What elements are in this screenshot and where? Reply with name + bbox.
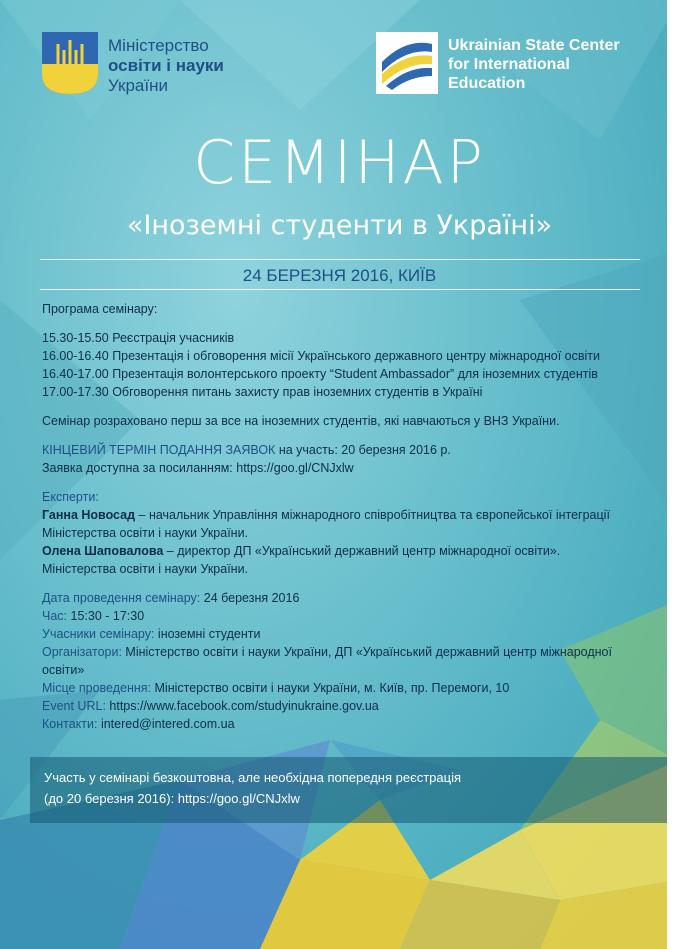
ministry-logo (40, 30, 250, 100)
audience-note: Семінар розраховано перш за все на іноземних студентів, які навчаються у ВНЗ України. (42, 414, 560, 428)
page-title: СЕМІНАР (193, 128, 486, 198)
program-item: 15.30-15.50 Реєстрація учасників (42, 331, 235, 345)
program-heading: Програма семінару: (42, 302, 158, 316)
notice-text (44, 767, 461, 809)
contact-email-link[interactable]: intered@intered.com.ua (97, 717, 235, 731)
detail-organizers-label: Організатори: (42, 645, 122, 659)
expert-1 (42, 506, 662, 524)
detail-organizers (42, 643, 662, 661)
detail-venue-value: Міністерство освіти і науки України, м. Київ, пр. Перемоги, 10 (151, 681, 510, 695)
detail-contacts-label: Контакти: (42, 717, 98, 731)
detail-date-value: 24 березня 2016 (200, 591, 300, 605)
detail-time-label: Час: (42, 609, 68, 623)
registration-notice (30, 757, 667, 823)
center-logo (376, 32, 656, 98)
deadline-value: на участь: 20 березня 2016 р. (275, 443, 451, 457)
center-name (448, 36, 620, 93)
expert-1-role: – начальник Управління міжнародного співробітництва та європейської інтеграції (135, 508, 610, 522)
event-date-banner: 24 БЕРЕЗНЯ 2016, КИЇВ (242, 266, 437, 285)
detail-event-url (42, 697, 662, 715)
application-link[interactable]: Заявка доступна за посиланням: https://goo.gl/CNJxlw (42, 461, 354, 475)
expert-1-name: Ганна Новосад (42, 508, 136, 522)
detail-organizers-value: Міністерство освіти і науки України, ДП «Український державний центр міжнародної (121, 645, 612, 659)
ministry-name (108, 36, 224, 96)
event-url-link[interactable]: https://www.facebook.com/studyinukraine.gov.ua (105, 699, 379, 713)
detail-organizers-cont: освіти» (42, 663, 85, 677)
expert-2 (42, 542, 662, 560)
ministry-line1: Міністерство (108, 36, 209, 55)
expert-2-org: Міністерства освіти і науки України. (42, 562, 249, 576)
page-subtitle: «Іноземні студенти в Україні» (126, 210, 553, 241)
detail-time-value: 15:30 - 17:30 (67, 609, 145, 623)
expert-2-name: Олена Шаповалова (42, 544, 164, 558)
detail-participants-value: іноземні студенти (154, 627, 261, 641)
detail-event-label: Event URL: (42, 699, 106, 713)
center-line3: Education (448, 75, 526, 92)
detail-venue-label: Місце проведення: (42, 681, 152, 695)
divider-top (40, 259, 640, 260)
center-line1: Ukrainian State Center (448, 37, 620, 54)
detail-venue (42, 679, 662, 697)
detail-participants (42, 625, 662, 643)
trident-shield-icon (40, 30, 100, 96)
divider-bottom (40, 289, 640, 290)
center-logo-icon (376, 32, 438, 94)
deadline-line (42, 441, 662, 459)
detail-time (42, 607, 662, 625)
seminar-details (42, 300, 662, 733)
detail-date-label: Дата проведення семінару: (42, 591, 201, 605)
deadline-label: КІНЦЕВИЙ ТЕРМІН ПОДАННЯ ЗАЯВОК (42, 443, 276, 457)
expert-2-role: – директор ДП «Український державний центр міжнародної освіти». (163, 544, 561, 558)
detail-date (42, 589, 662, 607)
program-item: 16.00-16.40 Презентація і обговорення місії Українського державного центру міжнародної освіти (42, 349, 600, 363)
notice-line2[interactable]: (до 20 березня 2016): https://goo.gl/CNJxlw (44, 791, 300, 806)
expert-1-org: Міністерства освіти і науки України. (42, 526, 249, 540)
page-edge (667, 0, 679, 949)
ministry-line3: України (108, 76, 168, 95)
detail-contacts (42, 715, 662, 733)
program-item: 17.00-17.30 Обговорення питань захисту прав іноземних студентів в Україні (42, 385, 483, 399)
ministry-line2: освіти і науки (108, 56, 224, 75)
experts-heading: Експерти: (42, 490, 99, 504)
detail-participants-label: Учасники семінару: (42, 627, 155, 641)
program-item: 16.40-17.00 Презентація волонтерського проекту “Student Ambassador” для іноземних студентів (42, 367, 598, 381)
notice-line1: Участь у семінарі безкоштовна, але необхідна попередня реєстрація (44, 770, 461, 785)
center-line2: for International (448, 56, 570, 73)
